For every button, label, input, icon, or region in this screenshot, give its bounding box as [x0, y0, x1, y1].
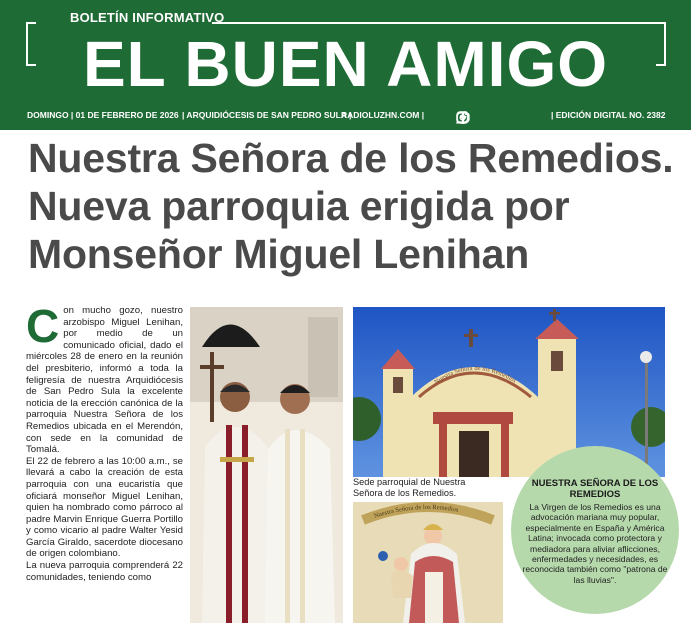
- headline-line-3: Monseñor Miguel Lenihan: [28, 231, 530, 277]
- dropcap-letter: C: [26, 300, 60, 352]
- virgin-banner-text: Nuestra Señora de los Remedios: [373, 503, 459, 520]
- photo-priests: [190, 307, 343, 623]
- article-paragraph-2: El 22 de febrero a las 10:00 a.m., se llevará a cabo la creación de esta parroquia con una eucaristía que oficiará monseñor Miguel Lenihan, quien ha nombrado como párroco al padre Marvin Enrique Guerra Portillo y como vicario al padre Walter Yesid García Giraldo, sacerdote diocesano de origen colombiano.: [26, 455, 183, 560]
- website-link[interactable]: RADIOLUZHN.COM |: [341, 110, 425, 120]
- church-arch-text: Nuestra Señora de los Remedios: [433, 364, 518, 386]
- article-headline: [28, 134, 674, 278]
- masthead-title: EL BUEN AMIGO: [82, 28, 609, 100]
- priests-illustration: [190, 307, 343, 623]
- headline-line-2: Nueva parroquia erigida por: [28, 183, 570, 229]
- photo-virgin-statue: [353, 502, 503, 623]
- info-circle-title: NUESTRA SEÑORA DE LOS REMEDIOS: [531, 478, 659, 500]
- masthead-frame-top-line: [212, 22, 658, 24]
- whatsapp-icon[interactable]: [455, 110, 470, 125]
- virgin-statue-illustration: [353, 502, 503, 623]
- edition-label: | EDICIÓN DIGITAL NO. 2382: [551, 110, 666, 120]
- masthead: [0, 0, 691, 130]
- info-bar: [0, 108, 691, 124]
- diocese-label: | ARQUIDIÓCESIS DE SAN PEDRO SULA |: [182, 110, 352, 120]
- church-photo-caption: Sede parroquial de Nuestra Señora de los Remedios.: [353, 477, 466, 498]
- info-circle-text: La Virgen de los Remedios es una advocación mariana muy popular, especialmente en España y América Latina; invocada como protectora y mediadora para aliviar aflicciones, enfermedades y necesidades, es reconocida también como "patrona de las lluvias".: [522, 502, 668, 585]
- issue-date: DOMINGO | 01 DE FEBRERO DE 2026: [27, 110, 179, 120]
- headline-line-1: Nuestra Señora de los Remedios.: [28, 135, 674, 181]
- masthead-kicker: BOLETÍN INFORMATIVO: [70, 10, 225, 25]
- article-body: [26, 300, 183, 583]
- article-paragraph-3: La nueva parroquia comprenderá 22 comunidades, teniendo como: [26, 560, 183, 583]
- article-paragraph-1: [26, 300, 183, 456]
- paragraph-1-text: on mucho gozo, nuestro arzobispo Miguel Lenihan, por medio de un comunicado oficial, dado el miércoles 28 de enero en la reunión del presbiterio, informó a toda la feligresía de nuestra Arquidiócesis de San Pedro Sula la excelente noticia de la erección canónica de la parroquia Nuestra Señora de los Remedios ubicada en el Merendón, con sede en la comunidad de Tomalá.: [26, 305, 183, 456]
